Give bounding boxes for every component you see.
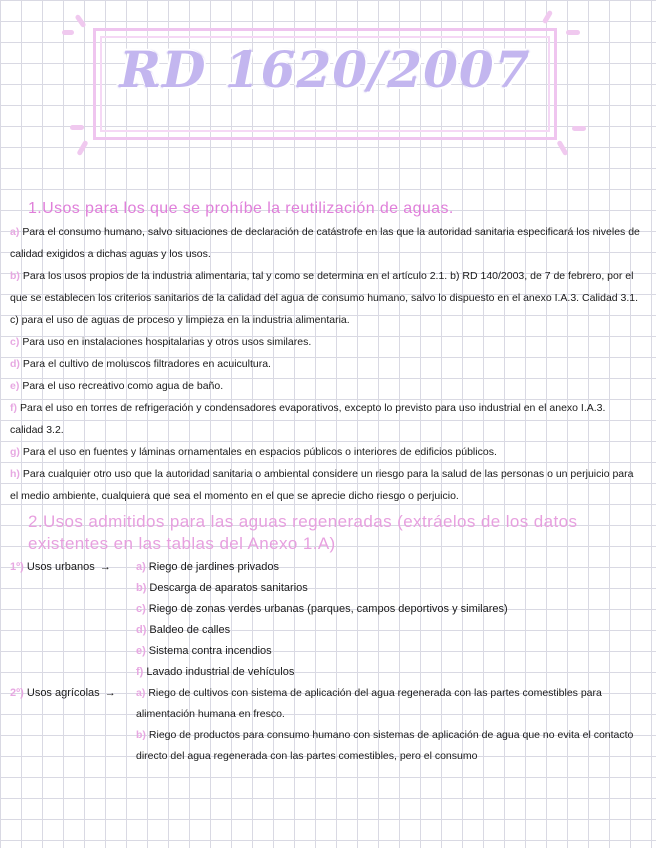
item-label: e)	[136, 645, 146, 657]
use-group-heading	[10, 557, 136, 683]
sparkle-decoration	[62, 30, 74, 35]
item-text: Descarga de aparatos sanitarios	[149, 582, 308, 594]
arrow-right-icon: →	[104, 687, 116, 699]
notes-content	[10, 194, 640, 767]
use-group-heading	[10, 683, 136, 767]
prohibited-uses-list	[10, 221, 640, 507]
item-label: h)	[10, 468, 20, 480]
item-text: Para cualquier otro uso que la autoridad sanitaria o ambiental considere un riesgo para la salud de las personas o un perjuicio para el medio ambiente, cualquiera que sea el momento en el que se aprecie dicho riesgo o perjuicio.	[10, 468, 634, 502]
prohibited-use-item	[10, 353, 640, 375]
prohibited-use-item	[10, 221, 640, 265]
prohibited-use-item	[10, 441, 640, 463]
permitted-use-item	[136, 725, 640, 767]
group-ordinal: 2º)	[10, 687, 24, 699]
item-label: c)	[10, 336, 20, 348]
item-label: b)	[136, 582, 147, 594]
item-text: Riego de zonas verdes urbanas (parques, campos deportivos y similares)	[148, 603, 508, 615]
permitted-use-item	[136, 662, 640, 683]
item-label: d)	[136, 624, 147, 636]
group-ordinal: 1º)	[10, 561, 24, 573]
permitted-use-item	[136, 557, 640, 578]
use-group	[10, 557, 640, 683]
item-text: Para el uso recreativo como agua de baño.	[22, 380, 224, 392]
prohibited-use-item	[10, 463, 640, 507]
item-label: a)	[136, 687, 146, 699]
item-text: Para uso en instalaciones hospitalarias y otros usos similares.	[22, 336, 312, 348]
permitted-use-item	[136, 620, 640, 641]
arrow-right-icon: →	[99, 561, 111, 573]
page-title: RD 1620/2007	[119, 40, 531, 99]
item-label: g)	[10, 446, 20, 458]
section-1-heading: 1.Usos para los que se prohíbe la reutilización de aguas.	[28, 200, 454, 217]
sparkle-decoration	[542, 10, 553, 25]
sparkle-decoration	[74, 14, 86, 28]
prohibited-use-item	[10, 265, 640, 331]
item-label: b)	[136, 729, 146, 741]
sparkle-decoration	[70, 125, 84, 130]
sparkle-decoration	[572, 126, 586, 131]
item-text: Para los usos propios de la industria alimentaria, tal y como se determina en el artículo 2.1. b) RD 140/2003, de 7 de febrero, por el que se establecen los criterios sanitarios de la calidad del agua de consumo humano, salvo lo dispuesto en el anexo I.A.3. Calidad 3.1. c) para el uso de aguas de proceso y limpieza en la industria alimentaria.	[10, 270, 639, 326]
sparkle-decoration	[76, 140, 88, 156]
item-text: Para el cultivo de moluscos filtradores en acuicultura.	[22, 358, 271, 370]
use-group-items	[136, 557, 640, 683]
sparkle-decoration	[566, 30, 580, 35]
use-group-items	[136, 683, 640, 767]
item-label: b)	[10, 270, 20, 282]
item-label: d)	[10, 358, 20, 370]
item-text: Sistema contra incendios	[148, 645, 272, 657]
item-label: e)	[10, 380, 20, 392]
prohibited-use-item	[10, 375, 640, 397]
item-text: Riego de productos para consumo humano con sistemas de aplicación de agua que no evita el contacto directo del agua regenerada con las partes comestibles, pero el consumo	[136, 729, 634, 762]
group-name: Usos urbanos	[26, 561, 95, 573]
prohibited-use-item	[10, 397, 640, 441]
section-2-heading: 2.Usos admitidos para las aguas regeneradas (extráelos de los datos existentes en las tablas del Anexo 1.A)	[28, 512, 578, 553]
permitted-uses-list	[10, 557, 640, 767]
item-label: c)	[136, 603, 146, 615]
permitted-use-item	[136, 578, 640, 599]
group-name: Usos agrícolas	[26, 687, 100, 699]
item-text: Para el consumo humano, salvo situaciones de declaración de catástrofe en las que la autoridad sanitaria especificará los niveles de calidad exigidos a dichas aguas y los usos.	[10, 226, 640, 260]
item-label: f)	[136, 666, 144, 678]
item-text: Baldeo de calles	[149, 624, 231, 636]
item-text: Riego de jardines privados	[148, 561, 280, 573]
item-text: Para el uso en fuentes y láminas ornamentales en espacios públicos o interiores de edificios públicos.	[22, 446, 497, 458]
item-text: Lavado industrial de vehículos	[146, 666, 295, 678]
item-label: a)	[136, 561, 146, 573]
permitted-use-item	[136, 641, 640, 662]
item-label: f)	[10, 402, 17, 414]
sparkle-decoration	[556, 140, 568, 156]
use-group	[10, 683, 640, 767]
item-label: a)	[10, 226, 20, 238]
item-text: Riego de cultivos con sistema de aplicación del agua regenerada con las partes comestibles para alimentación humana en fresco.	[136, 687, 602, 720]
permitted-use-item	[136, 599, 640, 620]
permitted-use-item	[136, 683, 640, 725]
item-text: Para el uso en torres de refrigeración y condensadores evaporativos, excepto lo previsto para uso industrial en el anexo I.A.3. calidad 3.2.	[10, 402, 606, 436]
prohibited-use-item	[10, 331, 640, 353]
